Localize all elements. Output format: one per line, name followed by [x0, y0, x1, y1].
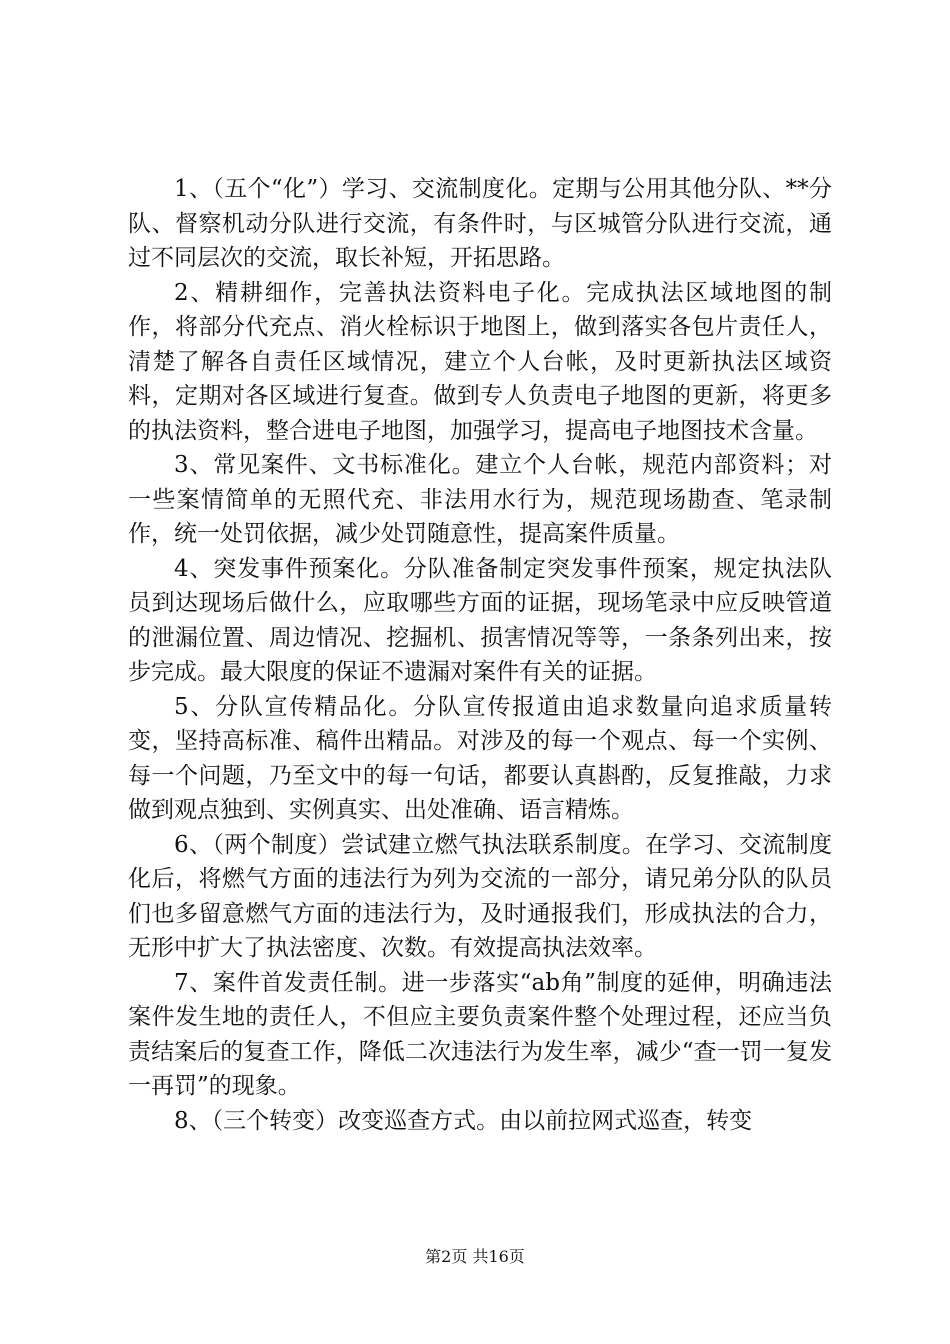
page-number-footer: 第2页 共16页: [425, 1247, 525, 1266]
paragraph-5: 5、分队宣传精品化。分队宣传报道由追求数量向追求质量转变，坚持高标准、稿件出精品。对涉及的每一个观点、每一个实例、每一个问题，乃至文中的每一句话，都要认真斟酌，反复推敲，力求做到观点独到、实例真实、出处准确、语言精炼。: [128, 693, 832, 823]
paragraph-6: 6、（两个制度）尝试建立燃气执法联系制度。在学习、交流制度化后，将燃气方面的违法行为列为交流的一部分，请兄弟分队的队员们也多留意燃气方面的违法行为，及时通报我们，形成执法的合力，无形中扩大了执法密度、次数。有效提高执法效率。: [128, 831, 832, 961]
paragraph-3: 3、常见案件、文书标准化。建立个人台帐，规范内部资料；对一些案情简单的无照代充、非法用水行为，规范现场勘查、笔录制作，统一处罚依据，减少处罚随意性，提高案件质量。: [128, 452, 832, 547]
paragraph-4: 4、突发事件预案化。分队准备制定突发事件预案，规定执法队员到达现场后做什么，应取哪些方面的证据，现场笔录中应反映管道的泄漏位置、周边情况、挖掘机、损害情况等等，一条条列出来，按步完成。最大限度的保证不遗漏对案件有关的证据。: [128, 555, 832, 685]
paragraph-8: 8、（三个转变）改变巡查方式。由以前拉网式巡查，转变: [174, 1107, 753, 1134]
paragraph-1: 1、（五个“化”）学习、交流制度化。定期与公用其他分队、**分队、督察机动分队进行交流，有条件时，与区城管分队进行交流，通过不同层次的交流，取长补短，开拓思路。: [128, 176, 832, 271]
paragraph-2: 2、精耕细作，完善执法资料电子化。完成执法区域地图的制作，将部分代充点、消火栓标识于地图上，做到落实各包片责任人，清楚了解各自责任区域情况，建立个人台帐，及时更新执法区域资料，定期对各区域进行复查。做到专人负责电子地图的更新，将更多的执法资料，整合进电子地图，加强学习，提高电子地图技术含量。: [128, 279, 832, 444]
paragraph-7: 7、案件首发责任制。进一步落实“ab角”制度的延伸，明确违法案件发生地的责任人，不但应主要负责案件整个处理过程，还应当负责结案后的复查工作，降低二次违法行为发生率，减少“查一罚一复发一再罚”的现象。: [128, 969, 832, 1099]
document-body: [128, 172, 832, 1138]
